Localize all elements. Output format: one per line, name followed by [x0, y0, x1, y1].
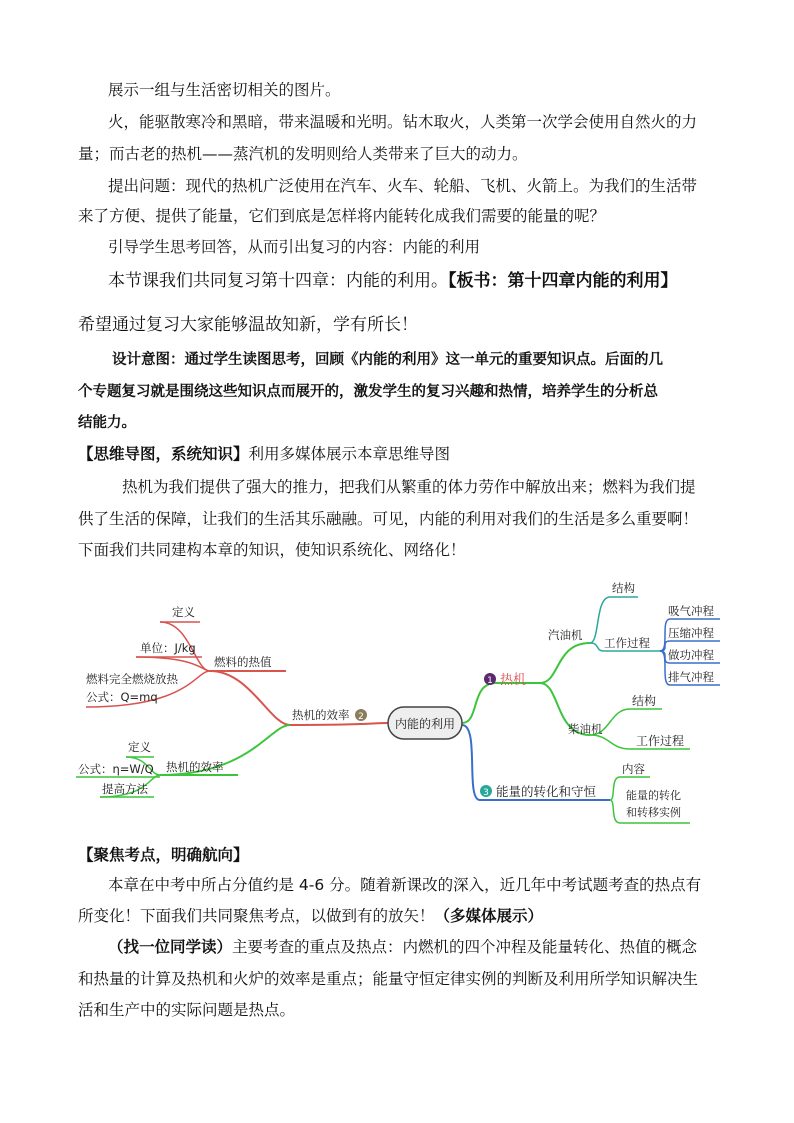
paragraph-review-intro	[108, 271, 678, 291]
mindmap-center-label: 内能的利用	[394, 717, 456, 731]
gasoline-label: 汽油机	[548, 628, 583, 642]
design-intent-line3: 结能力。	[78, 414, 136, 431]
mindmap-link-left-fuel	[210, 671, 290, 725]
diesel-structure-label: 结构	[632, 694, 657, 708]
fuel-heat-label: 燃料的热值	[214, 655, 272, 669]
key-text: 主要考查的重点及热点：内燃机的四个冲程及能量转化、热值的概念	[232, 938, 698, 956]
board-note: 【板书：第十四章内能的利用】	[448, 271, 678, 291]
energy-label: 能量的转化和守恒	[496, 784, 597, 799]
focus-heading: 【聚焦考点，明确航向】	[78, 846, 249, 864]
stroke1-label: 吸气冲程	[668, 604, 714, 618]
content-label: 内容	[622, 762, 645, 776]
fuel-formula-label-b: 公式：Q=mq	[86, 690, 158, 704]
stroke4-label: 排气冲程	[668, 670, 714, 684]
paragraph-show-pictures: 展示一组与生活密切相关的图片。	[108, 81, 341, 99]
diesel-label: 柴油机	[568, 722, 603, 736]
eff-formula-label: 公式：η=W/Q	[78, 762, 154, 776]
fuel-unit-label: 单位：J/kg	[140, 641, 196, 655]
mindmap-link-engine-gasoline	[540, 643, 590, 683]
paragraph-score-line1: 本章在中考中所占分值约是 4-6 分。随着新课改的深入，近几年中考试题考查的热点有	[108, 876, 702, 894]
read-note: （找一位同学读）	[108, 938, 233, 956]
mindmap-heading-text: 利用多媒体展示本章思维导图	[248, 445, 451, 463]
paragraph-hope: 希望通过复习大家能够温故知新，学有所长！	[78, 315, 418, 335]
stroke2-label: 压缩冲程	[668, 626, 714, 640]
paragraph-question-line1: 提出问题：现代的热机广泛使用在汽车、火车、轮船、飞机、火箭上。为我们的生活带	[108, 177, 698, 195]
eff-def-label: 定义	[128, 740, 151, 754]
paragraph-question-line2: 来了方便、提供了能量，它们到底是怎样将内能转化成我们需要的能量的呢？	[78, 207, 606, 225]
diesel-process-label: 工作过程	[636, 734, 685, 748]
paragraph-engine-line1: 热机为我们提供了强大的推力，把我们从繁重的体力劳作中解放出来；燃料为我们提	[122, 478, 696, 496]
mindmap-heading-bold: 【思维导图，系统知识】	[78, 445, 249, 463]
mindmap-link-fuel-unit	[136, 657, 210, 671]
paragraph-fire-line1: 火，能驱散寒冷和黑暗，带来温暖和光明。钻木取火，人类第一次学会使用自然火的力	[108, 113, 698, 131]
multimedia-note: （多媒体展示）	[434, 907, 544, 925]
engine-label: 热机	[500, 673, 527, 688]
design-intent-line2: 个专题复习就是围绕这些知识点而展开的，激发学生的复习兴趣和热情，培养学生的分析总	[78, 383, 658, 400]
paragraph-key-line1	[108, 937, 697, 957]
example-label-a: 能量的转化	[626, 789, 681, 802]
paragraph-engine-line2: 供了生活的保障，让我们的生活其乐融融。可见，内能的利用对我们的生活是多么重要啊！	[78, 510, 699, 528]
mindmap-diagram	[70, 575, 730, 835]
gas-structure-label: 结构	[612, 581, 635, 595]
energy-badge-number: 3	[483, 788, 489, 798]
paragraph-key-line2: 和热量的计算及热机和火炉的效率是重点；能量守恒定律实例的判断及利用所学知识解决生	[78, 970, 699, 988]
mindmap-link-diesel-process	[590, 735, 630, 749]
stroke3-label: 做功冲程	[668, 648, 714, 662]
paragraph-score-line2	[78, 906, 543, 926]
left-branch-label: 热机的效率	[292, 708, 350, 722]
paragraph-key-line3: 活和生产中的实际问题是热点。	[78, 1001, 296, 1019]
score-text: 所变化！下面我们共同聚焦考点，以做到有的放矢！	[78, 907, 435, 925]
fuel-def-label: 定义	[172, 605, 195, 619]
paragraph-fire-line2: 量；而古老的热机——蒸汽机的发明则给人类带来了巨大的动力。	[78, 145, 528, 163]
mindmap-link-center-left	[290, 723, 388, 725]
fuel-formula-label-a: 燃料完全燃烧放热	[86, 672, 178, 686]
mindmap-heading	[78, 444, 450, 464]
mindmap-link-gas-process	[590, 643, 604, 651]
left-branch-badge-number: 2	[358, 712, 364, 722]
mindmap-link-center-engine	[462, 683, 496, 723]
engine-badge-number: 1	[487, 676, 493, 686]
gas-process-label: 工作过程	[604, 636, 650, 650]
eff-label: 热机的效率	[166, 760, 224, 774]
paragraph-engine-line3: 下面我们共同建构本章的知识，使知识系统化、网络化！	[78, 541, 466, 559]
review-text: 本节课我们共同复习第十四章：内能的利用。	[108, 271, 448, 291]
eff-improve-label: 提高方法	[102, 782, 148, 796]
paragraph-guide: 引导学生思考回答，从而引出复习的内容：内能的利用	[108, 238, 481, 256]
design-intent-line1: 设计意图：通过学生读图思考，回顾《内能的利用》这一单元的重要知识点。后面的几	[112, 351, 663, 368]
example-label-b: 和转移实例	[626, 806, 681, 819]
